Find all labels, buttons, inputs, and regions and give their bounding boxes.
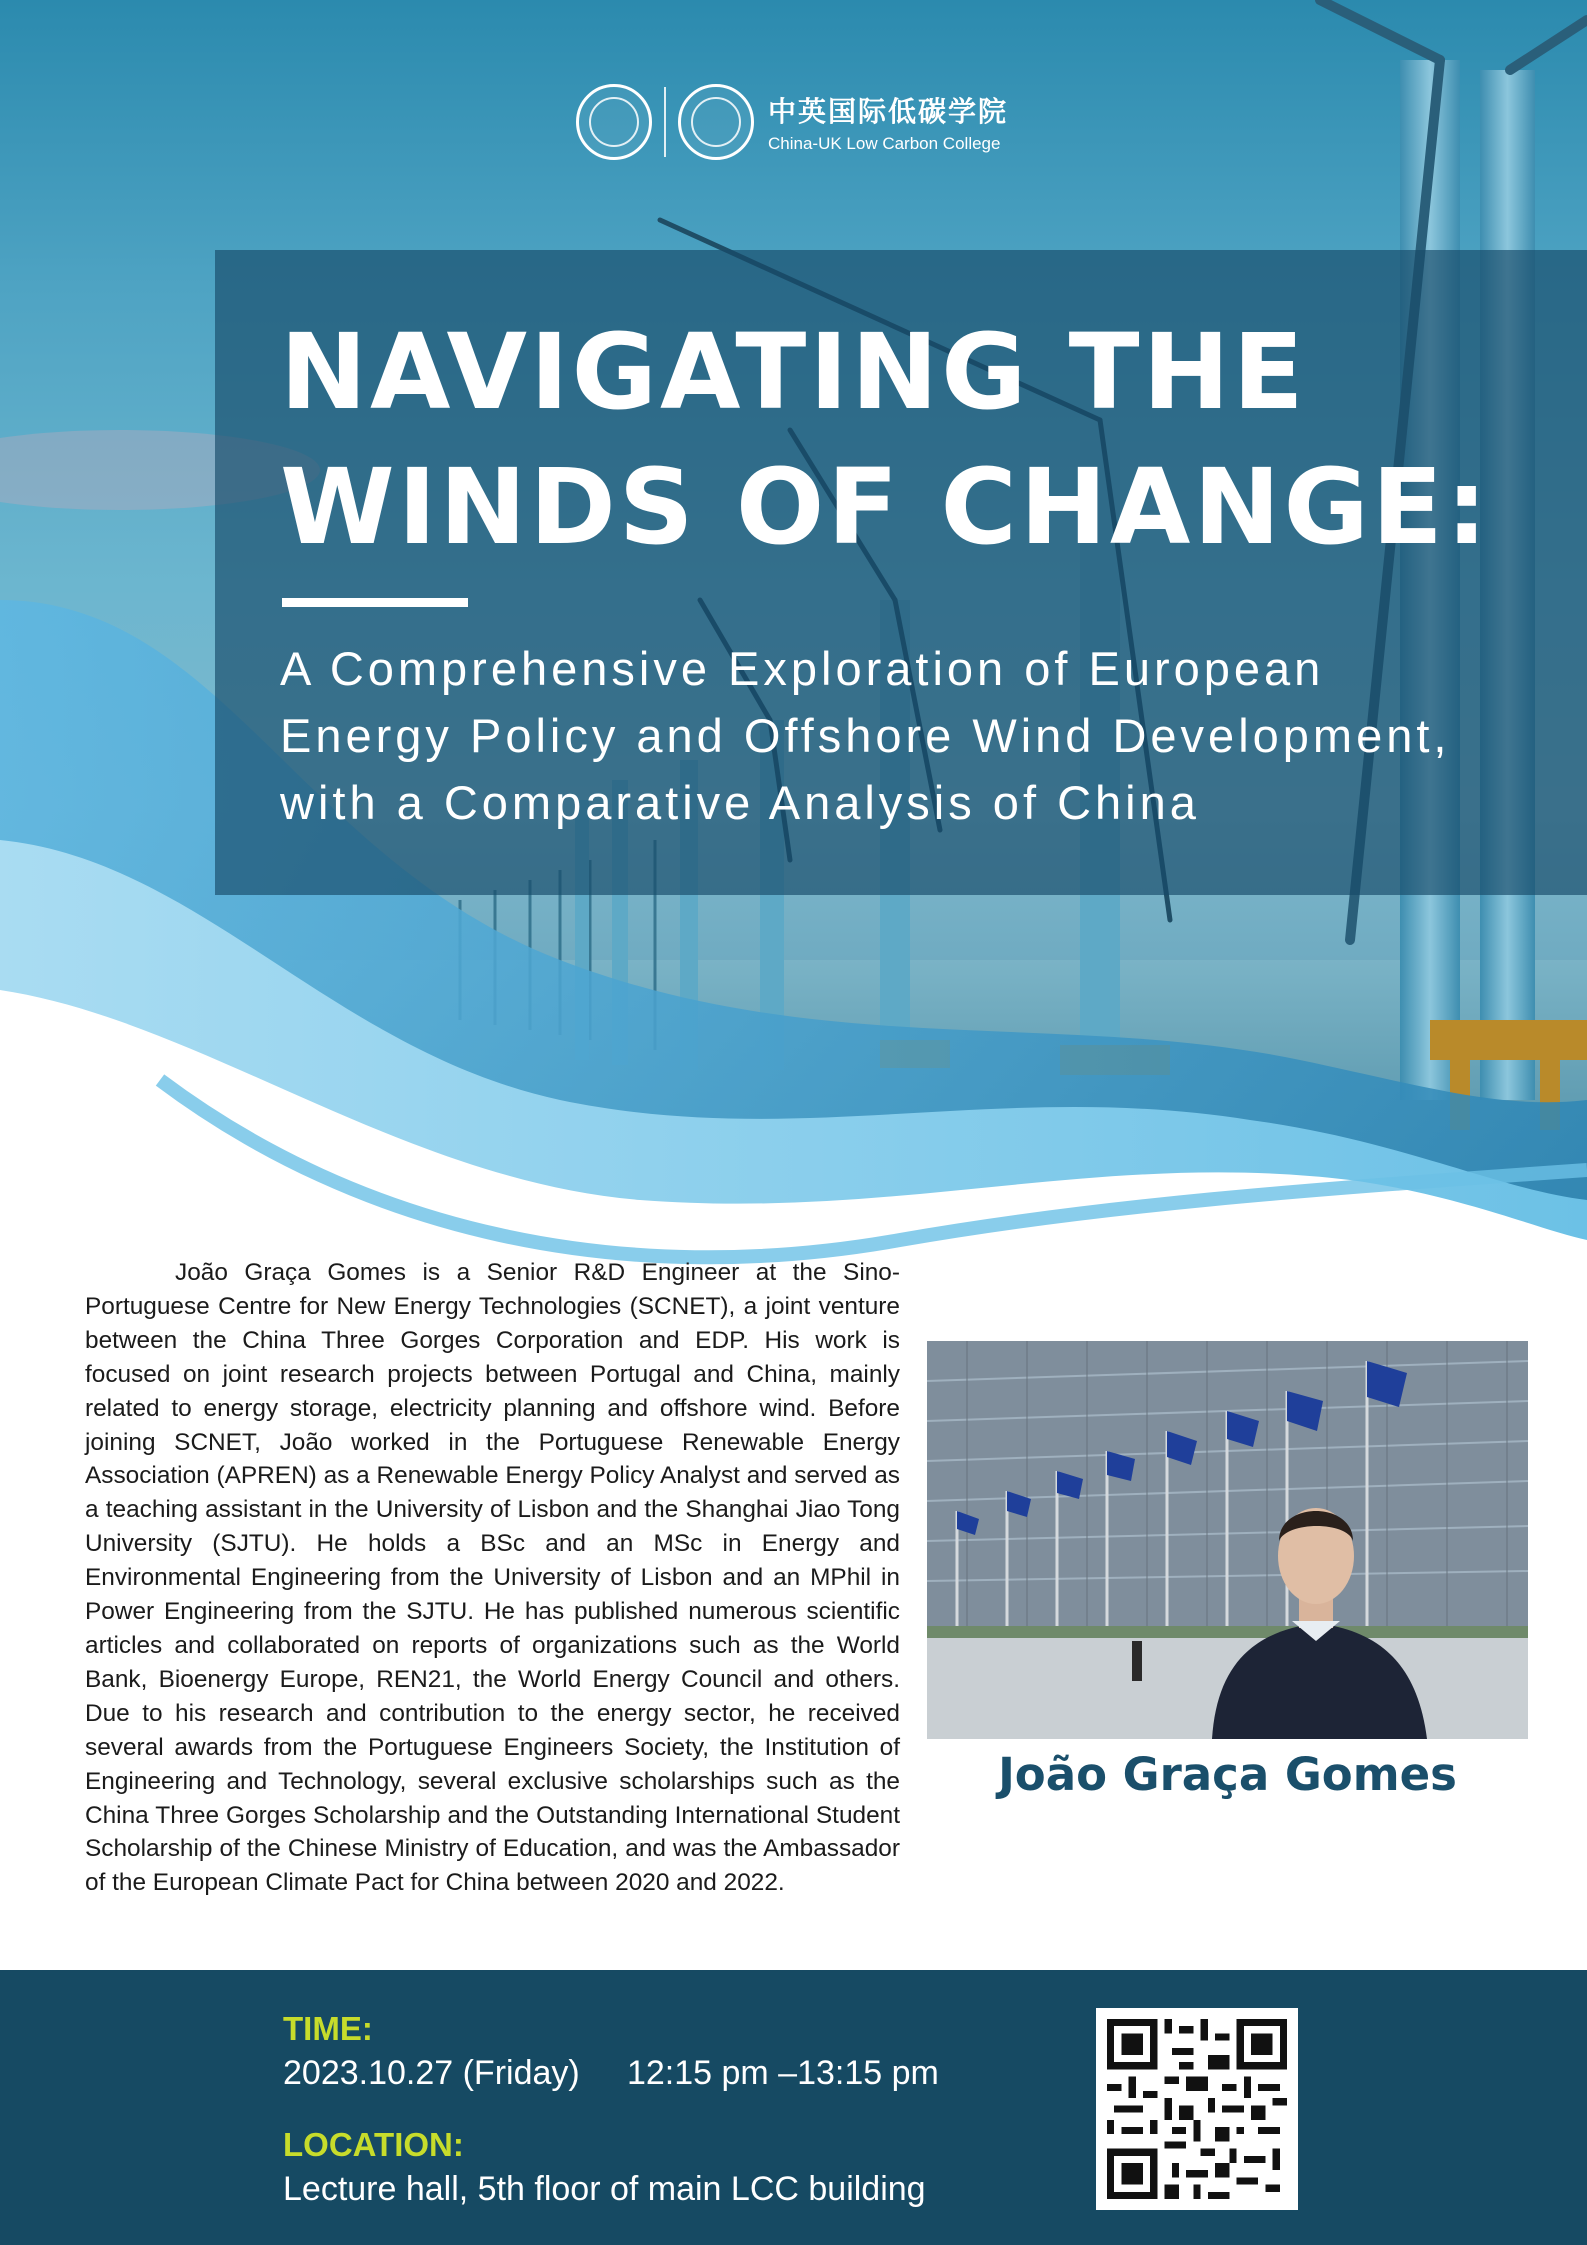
location-value: Lecture hall, 5th floor of main LCC building (283, 2170, 926, 2208)
subtitle-line-1: A Comprehensive Exploration of European (280, 642, 1325, 695)
time-value: 2023.10.27 (Friday) 12:15 pm –13:15 pm (283, 2054, 939, 2092)
time-label: TIME: (283, 2010, 373, 2047)
subtitle (280, 635, 1580, 836)
subtitle-line-3: with a Comparative Analysis of China (280, 776, 1200, 829)
subtitle-line-2: Energy Policy and Offshore Wind Development, (280, 709, 1451, 762)
speaker-name: João Graça Gomes (998, 1748, 1457, 1801)
college-name-en: China-UK Low Carbon College (768, 134, 1001, 153)
sjtu-seal-icon (576, 84, 652, 160)
main-title (280, 305, 1570, 575)
title-line-2: WINDS OF CHANGE: (280, 446, 1491, 568)
college-name-cn: 中英国际低碳学院 (768, 95, 1009, 128)
title-divider (282, 598, 468, 607)
logo-divider (664, 87, 666, 157)
college-logo-group (576, 82, 1008, 162)
title-line-1: NAVIGATING THE (280, 311, 1307, 433)
speaker-biography: João Graça Gomes is a Senior R&D Engineer at the Sino-Portuguese Centre for New Energy Technologies (SCNET), a joint venture between the China Three Gorges Corporation and EDP. His work is focused on joint research projects between Portugal and China, mainly related to energy storage, electricity planning and offshore wind. Before joining SCNET, João worked in the Portuguese Renewable Energy Association (APREN) as a Renewable Energy Policy Analyst and served as a teaching assistant in the University of Lisbon and the Shanghai Jiao Tong University (SJTU). He holds a BSc and an MSc in Energy and Environmental Engineering from the University of Lisbon and an MPhil in Power Engineering from the SJTU. He has published numerous scientific articles and collaborated on reports of organizations such as the World Bank, Bioenergy Europe, REN21, the World Energy Council and others. Due to his research and contribution to the energy sector, he received several awards from the Portuguese Engineers Society, the Institution of Engineering and Technology, several exclusive scholarships such as the China Three Gorges Scholarship and the Outstanding International Student Scholarship of the Chinese Ministry of Education, and was the Ambassador of the European Climate Pact for China between 2020 and 2022. (85, 1259, 900, 1897)
speaker-photo (927, 1341, 1528, 1739)
college-name (768, 90, 1008, 154)
qr-code-icon[interactable] (1096, 2008, 1298, 2210)
lcc-emblem-icon (678, 84, 754, 160)
location-label: LOCATION: (283, 2126, 464, 2163)
